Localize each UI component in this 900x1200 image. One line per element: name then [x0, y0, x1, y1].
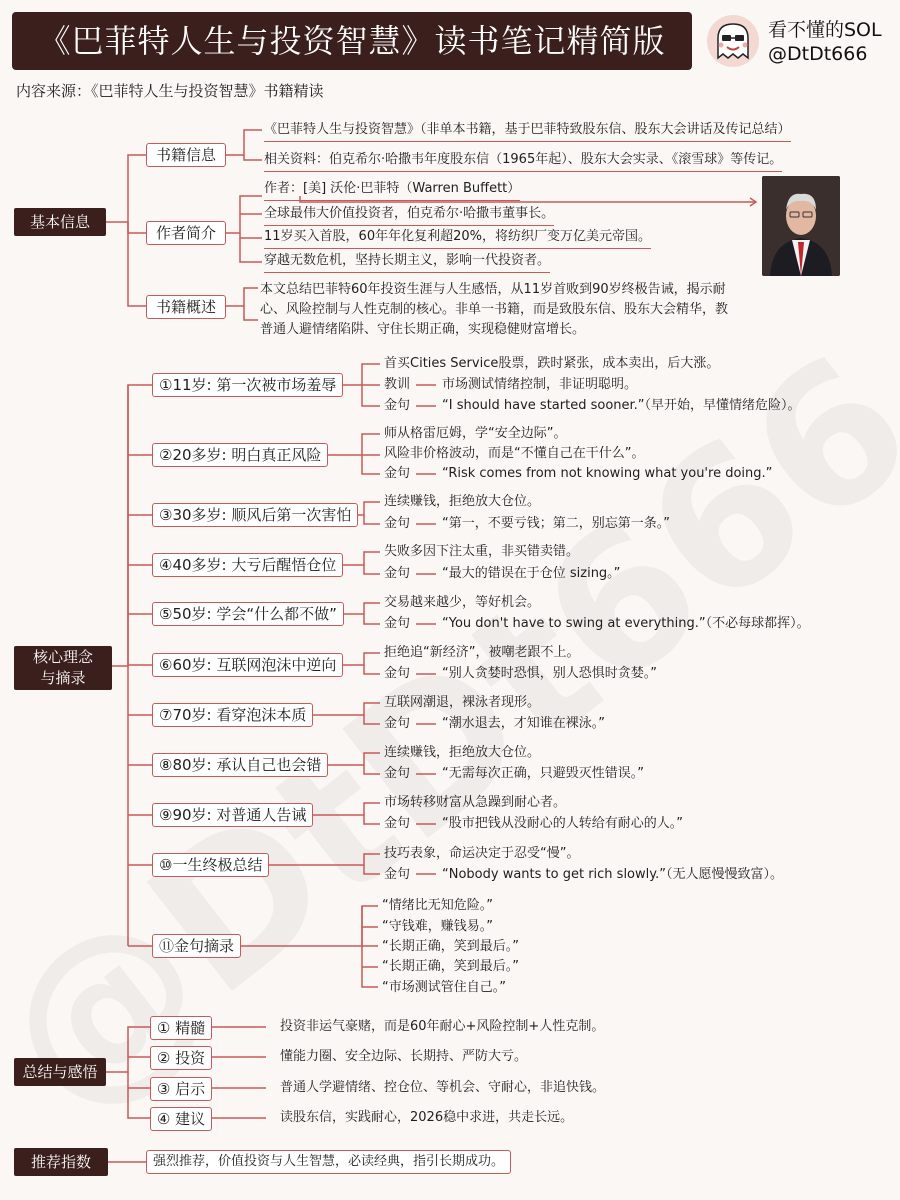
stage-node: ①11岁: 第一次被市场羞辱	[152, 373, 343, 397]
stage-detail: 连续赚钱，拒绝放大仓位。	[384, 745, 541, 760]
stage-node: ⑧80岁: 承认自己也会错	[152, 753, 328, 777]
stage-quote: “Nobody wants to get rich slowly.”（无人愿慢慢致富）。	[442, 867, 783, 882]
stage-node: ③30多岁: 顺风后第一次害怕	[152, 503, 358, 527]
section-basic-info: 基本信息	[14, 208, 106, 236]
stage-node: ⑤50岁: 学会“什么都不做”	[152, 602, 344, 626]
summary-node: ② 投资	[150, 1046, 212, 1070]
stage-node: ⑩一生终极总结	[152, 853, 269, 877]
stage-quote: “You don't have to swing at everything.”（不必每球都挥）。	[442, 616, 810, 631]
stage-node: ④40多岁: 大亏后醒悟仓位	[152, 553, 343, 577]
overview-text	[260, 280, 728, 340]
summary-node: ④ 建议	[150, 1107, 212, 1131]
stage-detail: 师从格雷厄姆，学“安全边际”。	[384, 426, 567, 441]
stage-key: 金句	[384, 666, 411, 681]
node-author: 作者简介	[146, 221, 226, 245]
section-core-line: 与摘录	[40, 669, 86, 687]
summary-text: 懂能力圈、安全边际、长期持、严防大亏。	[280, 1049, 528, 1064]
author-detail: 全球最伟大价值投资者，伯克希尔·哈撒韦董事长。	[264, 205, 554, 226]
book-info-line: 相关资料：伯克希尔·哈撒韦年度股东信（1965年起）、股东大会实录、《滚雪球》等传记。	[264, 151, 782, 172]
stage-key: 金句	[384, 466, 411, 481]
section-recommend: 推荐指数	[14, 1148, 108, 1176]
recommend-text: 强烈推荐，价值投资与人生智慧，必读经典，指引长期成功。	[146, 1150, 511, 1174]
buffett-portrait	[762, 176, 840, 276]
quote-item: “长期正确，笑到最后。”	[382, 959, 519, 974]
stage-detail: 市场转移财富从急躁到耐心者。	[384, 795, 567, 810]
stage-detail: 连续赚钱，拒绝放大仓位。	[384, 494, 541, 509]
stage-detail: 互联网潮退，裸泳者现形。	[384, 695, 541, 710]
stage-key: 金句	[384, 566, 411, 581]
stage-detail: 失败多因下注太重，非买错卖错。	[384, 544, 580, 559]
stage-quote: “Risk comes from not knowing what you're doing.”	[442, 466, 773, 481]
stage-key: 教训	[384, 377, 411, 392]
node-overview: 书籍概述	[146, 295, 226, 319]
summary-text: 读股东信，实践耐心，2026稳中求进，共走长远。	[280, 1110, 574, 1125]
stage-quote: “无需每次正确，只避毁灭性错误。”	[442, 766, 644, 781]
overview-line: 本文总结巴菲特60年投资生涯与人生感悟，从11岁首败到90岁终极告诫，揭示耐	[260, 282, 726, 297]
stage-quote: “I should have started sooner.”（早开始，早懂情绪危险）。	[442, 398, 801, 413]
author-detail: 11岁买入首股，60年年化复利超20%，将纺织厂变万亿美元帝国。	[264, 228, 651, 249]
summary-node: ① 精髓	[150, 1016, 212, 1040]
overview-line: 普通人避情绪陷阱、守住长期正确，实现稳健财富增长。	[260, 322, 586, 337]
content-source: 内容来源：《巴菲特人生与投资智慧》书籍精读	[16, 82, 324, 100]
ghost-avatar-icon	[706, 14, 760, 68]
stage-detail: 交易越来越少，等好机会。	[384, 595, 541, 610]
stage-detail: 风险非价格波动，而是“不懂自己在干什么”。	[384, 446, 645, 461]
quote-item: “市场测试管住自己。”	[382, 980, 506, 995]
author-prefix: 作者：	[264, 181, 304, 196]
section-core	[14, 646, 112, 690]
stage-key: 金句	[384, 816, 411, 831]
author-name: [美] 沃伦·巴菲特（Warren Buffett）	[303, 181, 521, 196]
stage-detail: 首买Cities Service股票，跌时紧张，成本卖出，后大涨。	[384, 356, 720, 371]
section-summary: 总结与感悟	[14, 1058, 106, 1086]
stage-key: 金句	[384, 516, 411, 531]
portrait-figure-icon	[762, 176, 840, 276]
brand-handle: @DtDt666	[768, 43, 868, 65]
stage-detail: 技巧表象，命运决定于忍受“慢”。	[384, 846, 580, 861]
stage-quote: “别人贪婪时恐惧，别人恐惧时贪婪。”	[442, 666, 657, 681]
stage-detail: 拒绝追“新经济”，被嘲老跟不上。	[384, 645, 580, 660]
stage-key: 金句	[384, 616, 411, 631]
stage-node: ⑪金句摘录	[152, 934, 241, 958]
stage-node: ②20多岁: 明白真正风险	[152, 443, 328, 467]
overview-line: 心、风险控制与人性克制的核心。非单一书籍，而是致股东信、股东大会精华，教	[260, 302, 729, 317]
stage-quote: “潮水退去，才知谁在裸泳。”	[442, 716, 605, 731]
stage-key: 金句	[384, 398, 411, 413]
stage-quote: “股市把钱从没耐心的人转给有耐心的人。”	[442, 816, 683, 831]
brand-name: 看不懂的SOL	[768, 19, 882, 41]
stage-node: ⑦70岁: 看穿泡沫本质	[152, 703, 313, 727]
summary-node: ③ 启示	[150, 1077, 212, 1101]
quote-item: “守钱难，赚钱易。”	[382, 919, 493, 934]
summary-text: 投资非运气豪赌，而是60年耐心+风险控制+人性克制。	[280, 1019, 605, 1034]
stage-node: ⑥60岁: 互联网泡沫中逆向	[152, 653, 343, 677]
page-title: 《巴菲特人生与投资智慧》读书笔记精简版	[12, 12, 692, 70]
brand	[768, 18, 882, 66]
author-name-line	[264, 180, 520, 201]
stage-detail: 市场测试情绪控制，非证明聪明。	[442, 377, 638, 392]
node-book-info: 书籍信息	[146, 143, 226, 167]
stage-node: ⑨90岁: 对普通人告诫	[152, 803, 313, 827]
summary-text: 普通人学避情绪、控仓位、等机会、守耐心，非追快钱。	[280, 1080, 606, 1095]
stage-quote: “最大的错误在于仓位 sizing。”	[442, 566, 621, 581]
section-core-line: 核心理念	[32, 648, 93, 666]
author-detail: 穿越无数危机，坚持长期主义，影响一代投资者。	[264, 252, 550, 273]
quote-item: “情绪比无知危险。”	[382, 898, 493, 913]
stage-quote: “第一，不要亏钱；第二，别忘第一条。”	[442, 516, 670, 531]
stage-key: 金句	[384, 766, 411, 781]
stage-key: 金句	[384, 867, 411, 882]
book-info-line: 《巴菲特人生与投资智慧》（非单本书籍，基于巴菲特致股东信、股东大会讲话及传记总结）	[264, 121, 791, 142]
stage-key: 金句	[384, 716, 411, 731]
quote-item: “长期正确，笑到最后。”	[382, 939, 519, 954]
